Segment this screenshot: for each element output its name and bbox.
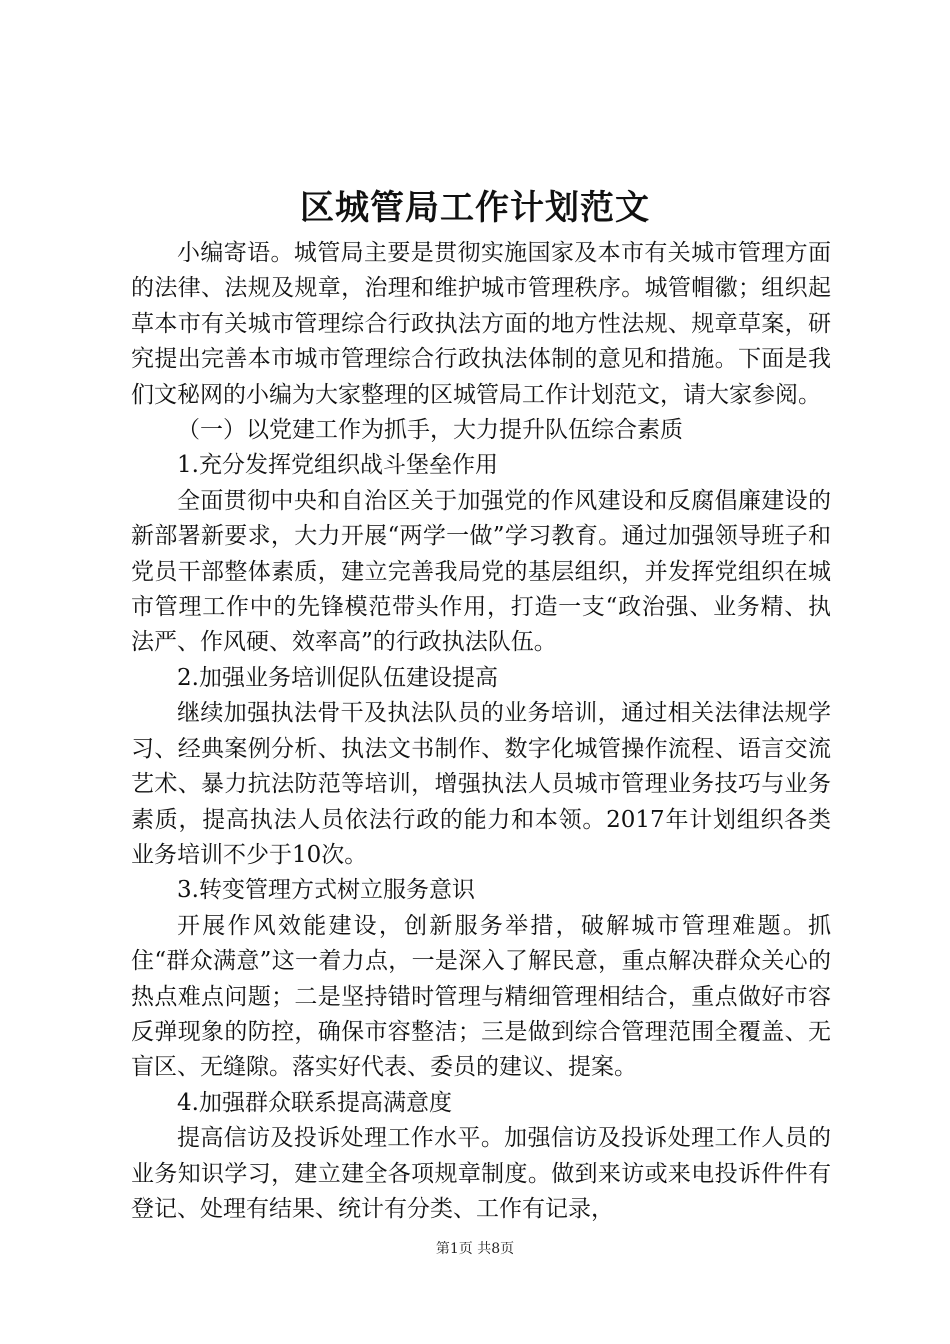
- intro-paragraph: 小编寄语。城管局主要是贯彻实施国家及本市有关城市管理方面的法律、法规及规章，治理和维护城市管理秩序。城管帽徽；组织起草本市有关城市管理综合行政执法方面的地方性法规、规章草案，研究提出完善本市城市管理综合行政执法体制的意见和措施。下面是我们文秘网的小编为大家整理的区城管局工作计划范文，请大家参阅。: [131, 240, 831, 408]
- subheading-2: 2.加强业务培训促队伍建设提高: [177, 664, 498, 691]
- body-paragraph-4: 提高信访及投诉处理工作水平。加强信访及投诉处理工作人员的业务知识学习，建立建全各项规章制度。做到来访或来电投诉件件有登记、处理有结果、统计有分类、工作有记录，: [131, 1125, 831, 1222]
- subheading-3: 3.转变管理方式树立服务意识: [177, 877, 475, 904]
- subheading-4: 4.加强群众联系提高满意度: [177, 1089, 452, 1116]
- body-paragraph-2: 继续加强执法骨干及执法队员的业务培训，通过相关法律法规学习、经典案例分析、执法文书制作、数字化城管操作流程、语言交流艺术、暴力抗法防范等培训，增强执法人员城市管理业务技巧与业务素质，提高执法人员依法行政的能力和本领。2017年计划组织各类业务培训不少于10次。: [131, 700, 831, 868]
- document-title: 区城管局工作计划范文: [300, 188, 650, 228]
- section-heading-1: （一）以党建工作为抓手，大力提升队伍综合素质: [177, 417, 683, 444]
- page-footer: 第1页 共8页: [435, 1241, 515, 1257]
- document-body: [131, 236, 831, 1227]
- subheading-1: 1.充分发挥党组织战斗堡垒作用: [177, 452, 498, 479]
- body-paragraph-1: 全面贯彻中央和自治区关于加强党的作风建设和反腐倡廉建设的新部署新要求，大力开展“两学一做”学习教育。通过加强领导班子和党员干部整体素质，建立完善我局党的基层组织，并发挥党组织在城市管理工作中的先锋模范带头作用，打造一支“政治强、业务精、执法严、作风硬、效率高”的行政执法队伍。: [131, 487, 831, 656]
- body-paragraph-3: 开展作风效能建设，创新服务举措，破解城市管理难题。抓住“群众满意”这一着力点，一是深入了解民意，重点解决群众关心的热点难点问题；二是坚持错时管理与精细管理相结合，重点做好市容反弹现象的防控，确保市容整洁；三是做到综合管理范围全覆盖、无盲区、无缝隙。落实好代表、委员的建议、提案。: [131, 912, 831, 1081]
